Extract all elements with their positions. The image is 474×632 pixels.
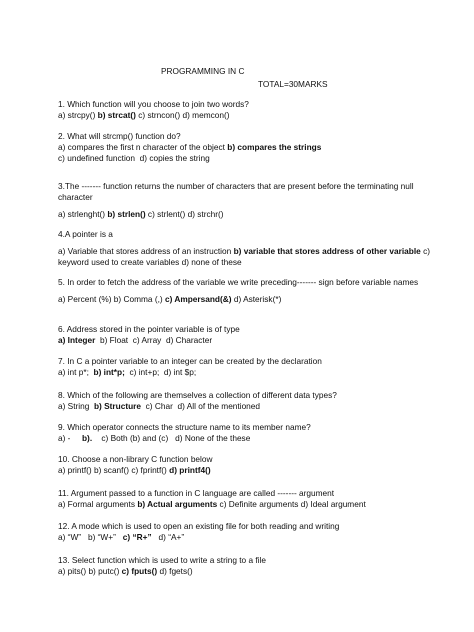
question-block (58, 181, 438, 220)
option: a) “W” (58, 532, 82, 542)
correct-option: b) Structure (93, 401, 142, 411)
option: d) Character (165, 335, 213, 345)
option: c) strlent() (147, 209, 186, 219)
question-block (58, 555, 438, 577)
option: c) undefined function (58, 153, 136, 163)
question-text: 1. Which function will you choose to join two words? (58, 99, 249, 109)
option: a) strlenght() (58, 209, 106, 219)
option: a) Formal arguments (58, 499, 136, 509)
option: b) scanf() (93, 465, 130, 475)
options-line (58, 465, 438, 476)
options-line (58, 246, 438, 268)
question-text: 3.The ------- function returns the number of characters that are present before the terminating null character (58, 181, 414, 202)
total-marks: TOTAL=30MARKS (258, 79, 328, 89)
options-line (58, 499, 438, 510)
question-block (58, 454, 438, 476)
correct-option: a) Integer (58, 335, 96, 345)
correct-option: b) int*p; (93, 367, 125, 377)
options-line (58, 294, 438, 305)
question-text: 4.A pointer is a (58, 229, 113, 239)
option: d) All of the mentioned (177, 401, 261, 411)
question-block (58, 422, 438, 444)
options-line (58, 401, 438, 412)
correct-option: b) compares the strings (227, 142, 322, 152)
question-text: 13. Select function which is used to write a string to a file (58, 555, 266, 565)
options-line (58, 153, 438, 164)
question-block (58, 356, 438, 378)
correct-option: b) strcat() (97, 110, 136, 120)
option: c) Definite arguments (219, 499, 299, 509)
correct-option: c) “R+” (122, 532, 152, 542)
question-block (58, 131, 438, 164)
options-line (58, 532, 438, 543)
option: c) Char (145, 401, 173, 411)
question-block (58, 488, 438, 510)
options-line (58, 367, 438, 378)
question-block (58, 277, 438, 305)
option: d) “A+” (158, 532, 185, 542)
option: c) keyword used to create variables (58, 246, 430, 267)
correct-option: b) variable that stores address of other variable (233, 246, 421, 256)
option: d) None of the these (175, 433, 251, 443)
question-block (58, 99, 438, 121)
option: d) none of these (181, 257, 242, 267)
correct-option: c) Ampersand(&) (164, 294, 232, 304)
option: a) Percent (%) (58, 294, 112, 304)
option: a) pits() (58, 566, 87, 576)
option: a) int p*; (58, 367, 89, 377)
question-block (58, 521, 438, 543)
question-block (58, 229, 438, 268)
question-text: 5. In order to fetch the address of the variable we write preceding------- sign before variable names (58, 277, 419, 287)
options-line (58, 433, 438, 444)
question-block (58, 390, 438, 412)
option: d) Asterisk(*) (233, 294, 282, 304)
option: d) int $p; (163, 367, 197, 377)
option: c) strncon() (138, 110, 181, 120)
option: a) - (58, 433, 71, 443)
question-text: 10. Choose a non-library C function below (58, 454, 213, 464)
option: b) “W+” (87, 532, 116, 542)
question-text: 11. Argument passed to a function in C language are called ------- argument (58, 488, 335, 498)
options-line (58, 110, 438, 121)
option: d) memcon() (182, 110, 230, 120)
options-line (58, 209, 438, 220)
option: b) Comma (,) (113, 294, 163, 304)
options-line (58, 566, 438, 577)
question-block (58, 324, 438, 346)
option: d) Ideal argument (300, 499, 366, 509)
question-text: 7. In C a pointer variable to an integer can be created by the declaration (58, 356, 322, 366)
option: a) Variable that stores address of an instruction (58, 246, 232, 256)
option: c) Array (132, 335, 162, 345)
option: a) compares the first n character of the object (58, 142, 225, 152)
question-text: 8. Which of the following are themselves a collection of different data types? (58, 390, 337, 400)
option: d) copies the string (139, 153, 210, 163)
question-text: 12. A mode which is used to open an existing file for both reading and writing (58, 521, 340, 531)
correct-option: c) fputs() (121, 566, 158, 576)
page-title: PROGRAMMING IN C (161, 66, 245, 76)
option: a) printf() (58, 465, 92, 475)
question-text: 9. Which operator connects the structure name to its member name? (58, 422, 311, 432)
option: c) Both (b) and (c) (101, 433, 169, 443)
correct-option: d) printf4() (169, 465, 211, 475)
question-text: 6. Address stored in the pointer variable is of type (58, 324, 240, 334)
question-text: 2. What will strcmp() function do? (58, 131, 181, 141)
option: b) Float (99, 335, 129, 345)
option: a) strcpy() (58, 110, 96, 120)
option: c) fprintf() (131, 465, 167, 475)
options-line (58, 142, 438, 153)
correct-option: b). (81, 433, 93, 443)
option: a) String (58, 401, 90, 411)
option: c) int+p; (129, 367, 160, 377)
options-line (58, 335, 438, 346)
option: d) fgets() (159, 566, 193, 576)
option: b) putc() (88, 566, 120, 576)
correct-option: b) Actual arguments (137, 499, 218, 509)
option: d) strchr() (187, 209, 224, 219)
correct-option: b) strlen() (107, 209, 146, 219)
